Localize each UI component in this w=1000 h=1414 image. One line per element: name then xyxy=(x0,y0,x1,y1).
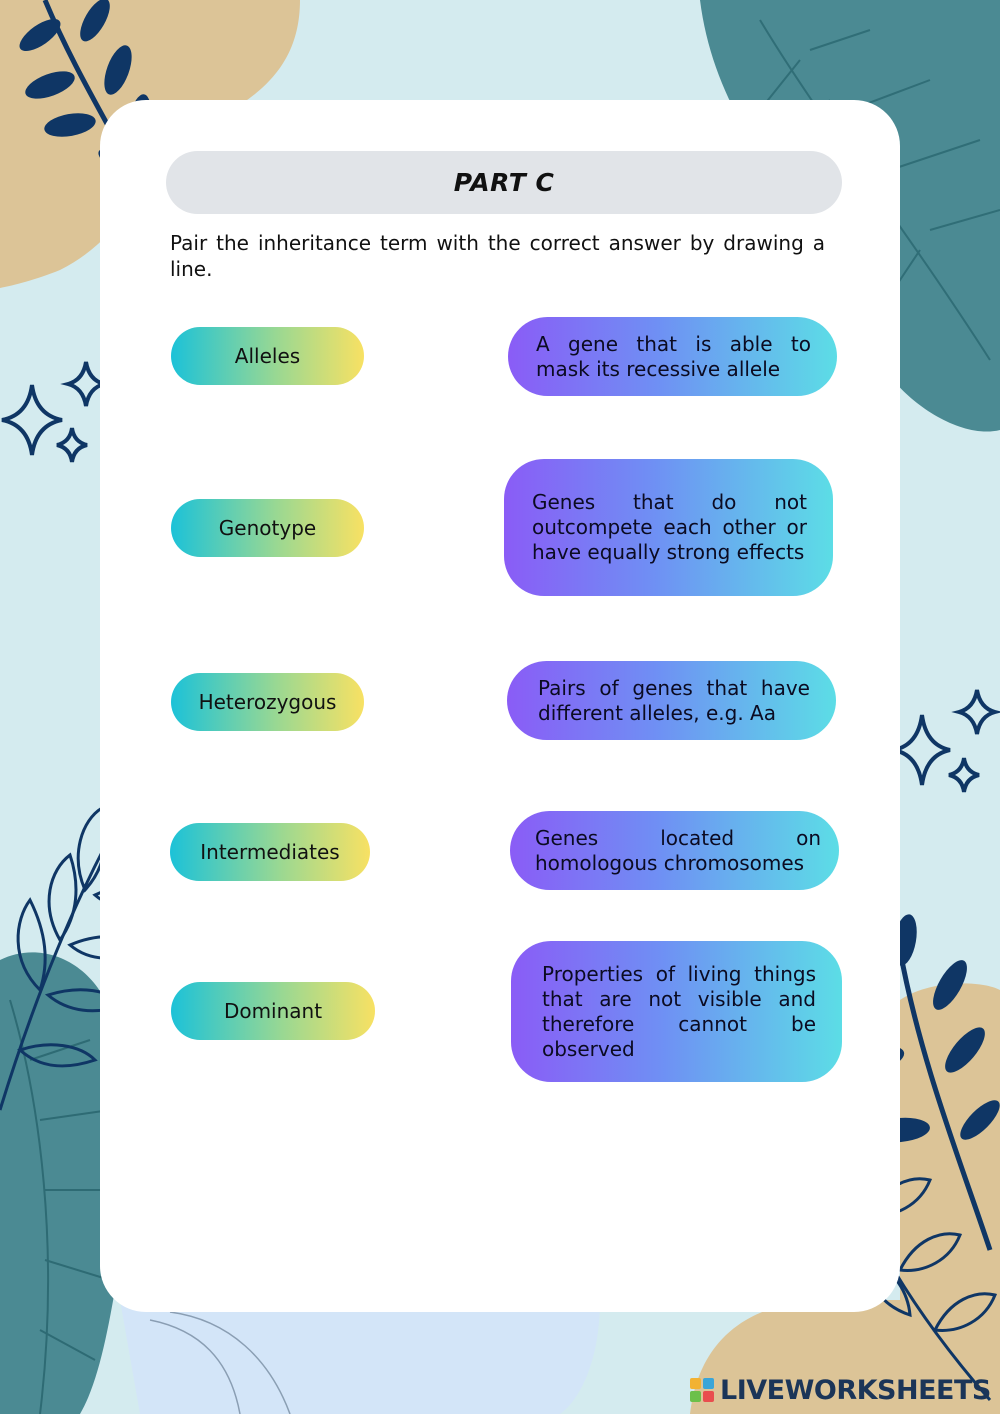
definition-3[interactable] xyxy=(507,661,836,740)
term-label: Alleles xyxy=(234,344,301,368)
page-title: PART C xyxy=(453,168,555,197)
term-genotype[interactable] xyxy=(171,499,364,557)
definition-5[interactable] xyxy=(511,941,842,1082)
term-intermediates[interactable] xyxy=(170,823,370,881)
logo-text: LIVEWORKSHEETS xyxy=(720,1374,991,1406)
term-heterozygous[interactable] xyxy=(171,673,364,731)
term-alleles[interactable] xyxy=(171,327,364,385)
term-label: Heterozygous xyxy=(198,690,337,714)
definition-text: Pairs of genes that have different alleles, e.g. Aa xyxy=(538,675,810,725)
title-bar xyxy=(166,151,842,214)
term-label: Dominant xyxy=(223,999,323,1023)
definition-text: Genes located on homologous chromosomes xyxy=(535,825,821,875)
definition-1[interactable] xyxy=(508,317,837,396)
term-label: Genotype xyxy=(218,516,317,540)
term-dominant[interactable] xyxy=(171,982,375,1040)
sparkles-left xyxy=(2,362,104,462)
sparkles-right xyxy=(894,690,995,792)
definition-text: A gene that is able to mask its recessive allele xyxy=(536,331,811,381)
liveworksheets-logo xyxy=(690,1374,991,1406)
logo-mark-icon xyxy=(690,1378,714,1402)
definition-2[interactable] xyxy=(504,459,833,596)
definition-text: Properties of living things that are not visible and therefore cannot be observed xyxy=(542,961,816,1061)
definition-4[interactable] xyxy=(510,811,839,890)
instructions-text: Pair the inheritance term with the correct answer by drawing a line. xyxy=(170,231,825,281)
term-label: Intermediates xyxy=(200,840,340,864)
definition-text: Genes that do not outcompete each other or have equally strong effects xyxy=(532,490,807,564)
